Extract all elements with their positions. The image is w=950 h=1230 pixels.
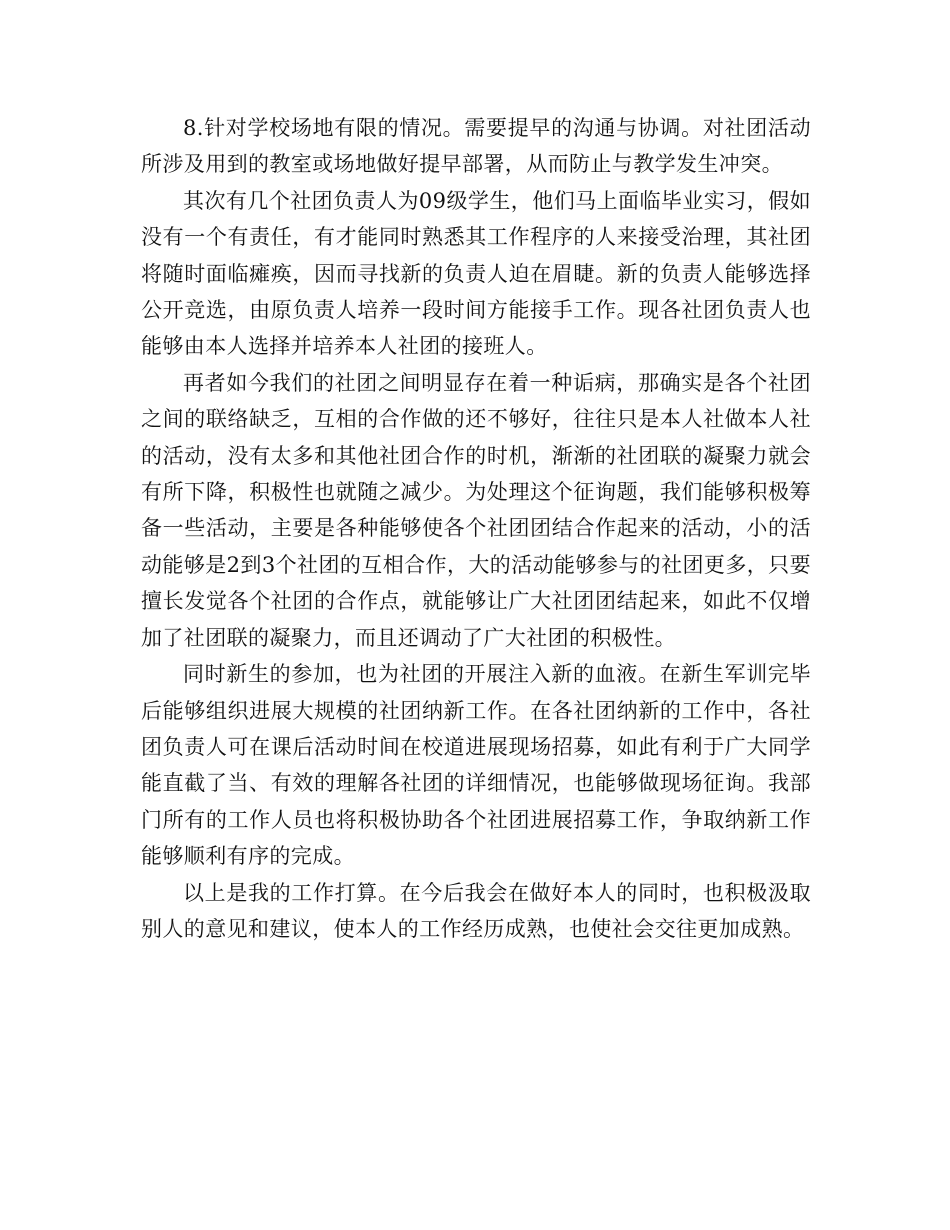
paragraph-venue-coordination: 8.针对学校场地有限的情况。需要提早的沟通与协调。对社团活动所涉及用到的教室或场地做好提早部署，从而防止与教学发生冲突。 (141, 116, 811, 177)
paragraph-club-cooperation: 再者如今我们的社团之间明显存在着一种诟病，那确实是各个社团之间的联络缺乏，互相的合作做的还不够好，往往只是本人社做本人社的活动，没有太多和其他社团合作的时机，渐渐的社团联的凝聚力就会有所下降，积极性也就随之减少。为处理这个征询题，我们能够积极筹备一些活动，主要是各种能够使各个社团团结合作起来的活动，小的活动能够是2到3个社团的互相合作，大的活动能够参与的社团更多，只要擅长发觉各个社团的合作点，就能够让广大社团团结起来，如此不仅增加了社团联的凝聚力，而且还调动了广大社团的积极性。 (141, 370, 811, 650)
paragraph-leader-succession: 其次有几个社团负责人为09级学生，他们马上面临毕业实习，假如没有一个有责任，有才能同时熟悉其工作程序的人来接受治理，其社团将随时面临瘫痪，因而寻找新的负责人迫在眉睫。新的负责人能够选择公开竞选，由原负责人培养一段时间方能接手工作。现各社团负责人也能够由本人选择并培养本人社团的接班人。 (141, 188, 811, 359)
paragraph-freshman-recruitment: 同时新生的参加，也为社团的开展注入新的血液。在新生军训完毕后能够组织进展大规模的社团纳新工作。在各社团纳新的工作中，各社团负责人可在课后活动时间在校道进展现场招募，如此有利于广大同学能直截了当、有效的理解各社团的详细情况，也能够做现场征询。我部门所有的工作人员也将积极协助各个社团进展招募工作，争取纳新工作能够顺利有序的完成。 (141, 662, 811, 869)
document-body (141, 110, 811, 947)
paragraph-conclusion: 以上是我的工作打算。在今后我会在做好本人的同时，也积极汲取别人的意见和建议，使本人的工作经历成熟，也使社会交往更加成熟。 (141, 880, 811, 941)
